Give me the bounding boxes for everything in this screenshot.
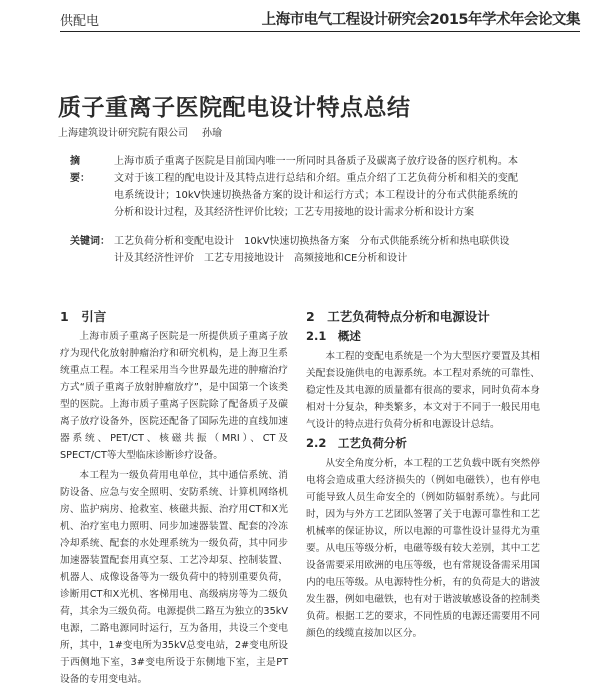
section-2-1-paragraph: 本工程的变配电系统是一个为大型医疗要置及其相关配套设施供电的电源系统。本工程对系统的可靠性、稳定性及其电源的质量都有很高的要求，同时负荷本身相对十分复杂，种类繁多，本文对于不同于一般民用电气设计的特点进行负荷分析和电源设计总结。 xyxy=(306,351,540,430)
subsection-heading-2-1: 2.1 概述 xyxy=(306,329,361,343)
section-2-2-paragraph: 从安全角度分析，本工程的工艺负载中既有突然停电将会造成重大经济损失的（例如电磁铁），也有停电可能导致人员生命安全的（例如防辐射系统）。与此同时，因为与外方工艺团队签署了关于电源可靠性和工艺机械率的保证协议，所以电源的可靠性设计显得尤为重要。从电压等级分析，电磁等级有较大差别，其中工艺设备需要采用欧洲的电压等级，也有常规设备需采用国内的电压等级。从电源特性分析，有的负荷是大的谐波发生器，例如电磁铁，也有对于谐波敏感设备的控制类负荷。根据工艺的要求，不同性质的电源还需要用不同颜色的线缆直接加以区分。 xyxy=(306,458,540,639)
author-line xyxy=(58,124,222,139)
article-title: 质子重离子医院配电设计特点总结 xyxy=(58,95,411,121)
affiliation: 上海建筑设计研究院有限公司 xyxy=(58,128,188,139)
abstract-text: 上海市质子重离子医院是目前国内唯一一所同时具备质子及碳离子放疗设备的医疗机构。本文对于该工程的配电设计及其特点进行总结和介绍。重点介绍了工艺负荷分析和相关的变配电系统设计；10kV快速切换热备方案的设计和运行方式；本工程设计的分布式供能系统的分析和设计过程，及其经济性评价比较；工艺专用接地的设计需求分析和设计方案 xyxy=(114,156,518,218)
header-divider xyxy=(60,31,580,32)
author-name: 孙瑜 xyxy=(202,128,222,139)
journal-header-title: 上海市电气工程设计研究会2015年学术年会论文集 xyxy=(261,12,580,28)
keywords-block xyxy=(70,233,518,267)
keywords-text: 工艺负荷分析和变配电设计 10kV快速切换热备方案 分布式供能系统分析和热电联供设计及其经济性评价 工艺专用接地设计 高频接地和CE分析和设计 xyxy=(114,236,510,264)
journal-section-label: 供配电 xyxy=(60,14,100,29)
left-column xyxy=(60,308,288,688)
intro-paragraph-1: 上海市质子重离子医院是一所提供质子重离子放疗为现代化放射肿瘤治疗和研究机构，是上海卫生系统重点工程。本工程采用当今世界最先进的肿瘤治疗方式“质子重离子放射肿瘤放疗”，是中国第一个该类型的医院。上海市质子重离子医院除了配备质子及碳离子放疗设备外，医院还配备了国际先进的直线加速器系统、PET/CT、核磁共振（MRI）、CT及SPECT/CT等大型临床诊断诊疗设备。 xyxy=(60,331,288,461)
abstract-label: 摘 要： xyxy=(70,156,90,184)
keywords-label: 关键词： xyxy=(70,236,110,247)
intro-paragraph-2: 本工程为一级负荷用电单位，其中通信系统、消防设备、应急与安全照明、安防系统、计算机网络机房、监护病房、抢救室、核磁共振、治疗用CT和X光机、治疗室电力照明、同步加速器装置、配套的冷冻冷却系统、配套的水处理系统为一级负荷，其中同步加速器装置配套用真空泵、工艺冷却泵、控制装置、机器人、成像设备等为一级负荷中的特别重要负荷，诊断用CT和X光机、客梯用电、高级病房等为二级负荷，其余为三级负荷。电源提供二路互为独立的35kV电源，二路电源同时运行，互为备用，共设三个变电所，其中，1#变电所为35kV总变电站，2#变电所设于西侧地下室，3#变电所设于东侧地下室，主是PT设备的专用变电站。 xyxy=(60,470,288,685)
section-heading-intro: 1 引言 xyxy=(60,309,107,324)
abstract-block xyxy=(70,153,518,221)
section-heading-2: 2 工艺负荷特点分析和电源设计 xyxy=(306,309,490,324)
right-column xyxy=(306,308,540,642)
subsection-heading-2-2: 2.2 工艺负荷分析 xyxy=(306,436,407,450)
